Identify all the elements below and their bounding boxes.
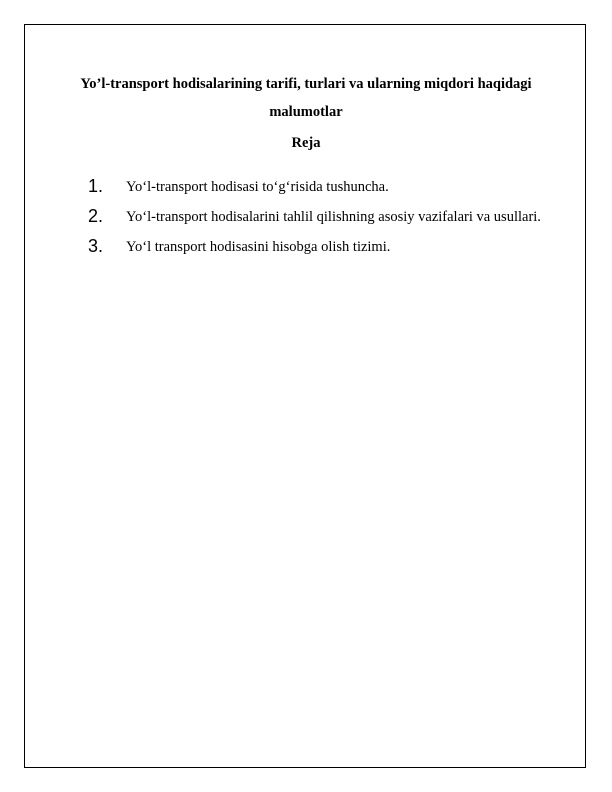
plan-item-number: 1. [88, 176, 104, 196]
plan-item-text: Yo‘l-transport hodisasi to‘g‘risida tushuncha. [126, 179, 389, 195]
plan-item-text: Yo‘l-transport hodisalarini tahlil qilishning asosiy vazifalari va usullari. [126, 209, 541, 225]
plan-item-text: Yo‘l transport hodisasini hisobga olish tizimi. [126, 239, 391, 255]
plan-heading: Reja [291, 135, 321, 151]
plan-item-3 [88, 232, 548, 262]
plan-item-2 [88, 202, 548, 232]
plan-item-1 [88, 172, 548, 202]
plan-item-number: 3. [88, 236, 104, 256]
plan-list [88, 172, 548, 262]
document-title: Yo’l-transport hodisalarining tarifi, turlari va ularning miqdori haqidagi malumotlar [80, 76, 532, 120]
plan-item-number: 2. [88, 206, 104, 226]
